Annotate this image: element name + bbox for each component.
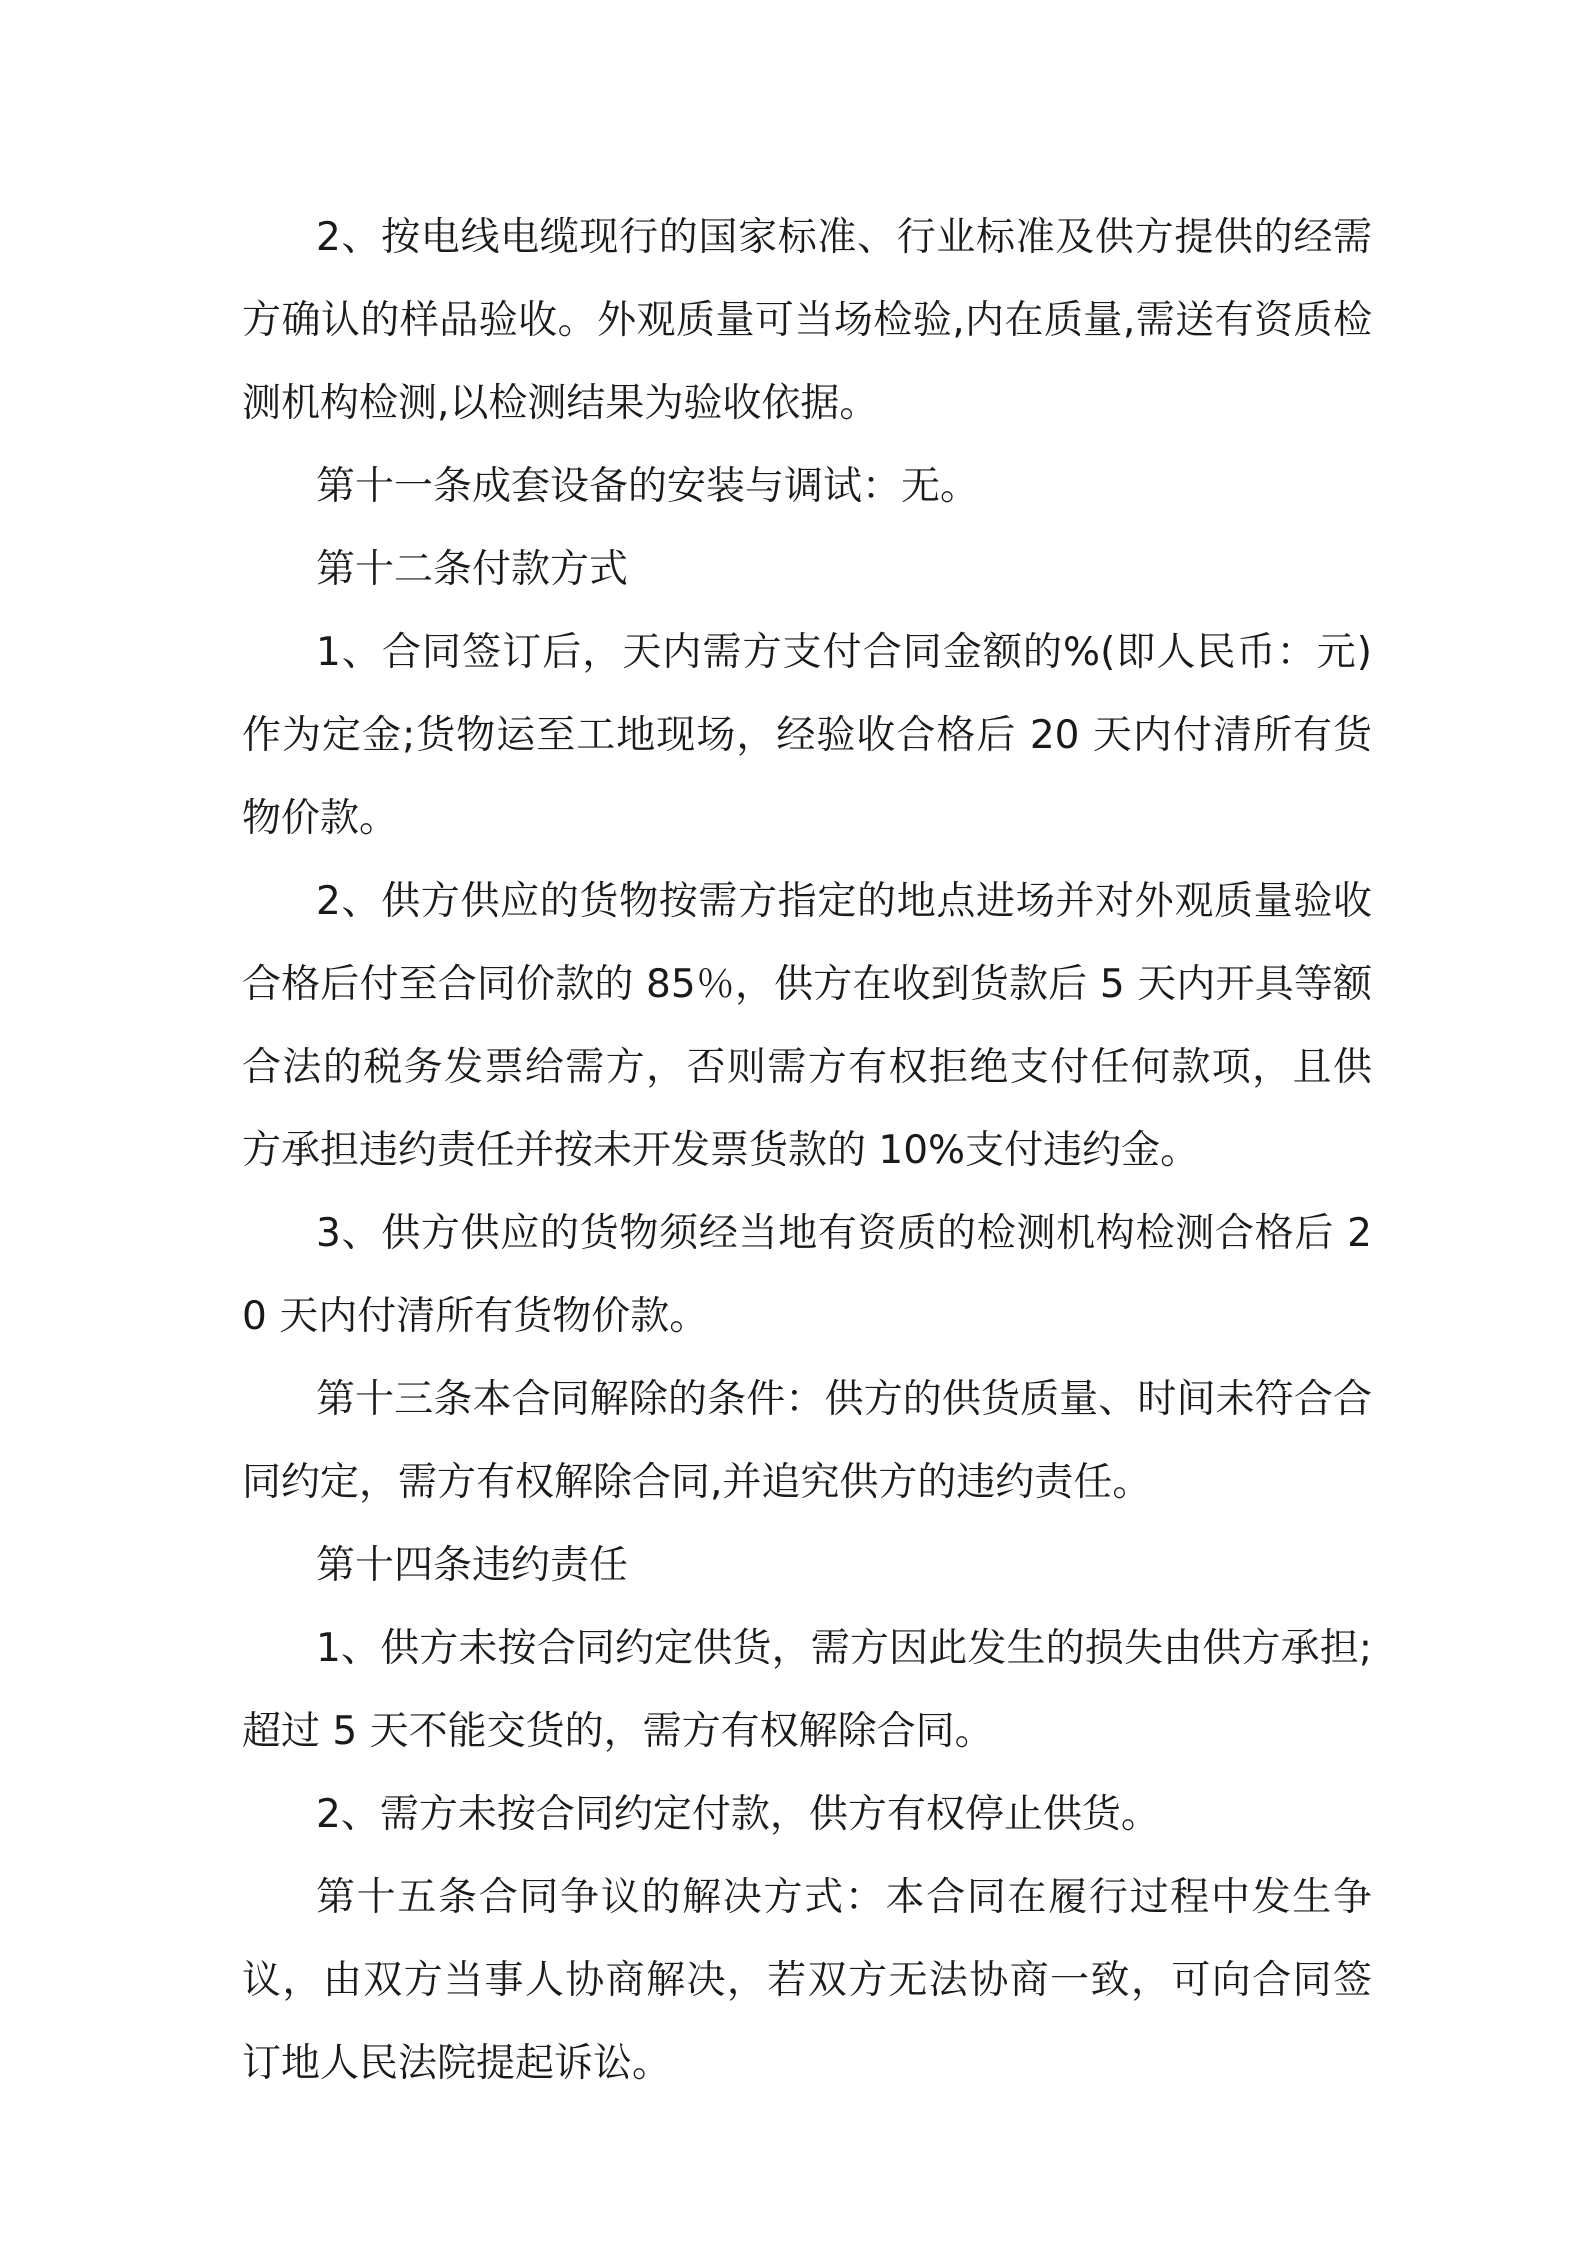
paragraph-liability-1: 1、供方未按合同约定供货，需方因此发生的损失由供方承担;超过 5 天不能交货的，需方有权解除合同。 — [242, 1626, 1372, 1754]
paragraph-acceptance-2: 2、按电线电缆现行的国家标准、行业标准及供方提供的经需方确认的样品验收。外观质量可当场检验,内在质量,需送有资质检测机构检测,以检测结果为验收依据。 — [242, 215, 1372, 426]
paragraph-liability-2: 2、需方未按合同约定付款，供方有权停止供货。 — [316, 1792, 1160, 1837]
document-page — [242, 196, 1372, 2096]
paragraph-article-12-heading: 第十二条付款方式 — [316, 547, 629, 592]
paragraph-article-15: 第十五条合同争议的解决方式：本合同在履行过程中发生争议，由双方当事人协商解决，若双方无法协商一致，可向合同签订地人民法院提起诉讼。 — [242, 1875, 1372, 2086]
paragraph-payment-1: 1、合同签订后，天内需方支付合同金额的%(即人民币：元)作为定金;货物运至工地现场，经验收合格后 20 天内付清所有货物价款。 — [242, 630, 1372, 841]
paragraph-article-11: 第十一条成套设备的安装与调试：无。 — [316, 464, 980, 509]
paragraph-payment-3: 3、供方供应的货物须经当地有资质的检测机构检测合格后 20 天内付清所有货物价款。 — [242, 1211, 1372, 1339]
paragraph-article-14-heading: 第十四条违约责任 — [316, 1543, 629, 1588]
paragraph-article-13: 第十三条本合同解除的条件：供方的供货质量、时间未符合合同约定，需方有权解除合同,并追究供方的违约责任。 — [242, 1377, 1372, 1505]
paragraph-payment-2: 2、供方供应的货物按需方指定的地点进场并对外观质量验收合格后付至合同价款的 85％，供方在收到货款后 5 天内开具等额合法的税务发票给需方，否则需方有权拒绝支付任何款项，且供方承担违约责任并按未开发票货款的 10%支付违约金。 — [242, 879, 1372, 1173]
